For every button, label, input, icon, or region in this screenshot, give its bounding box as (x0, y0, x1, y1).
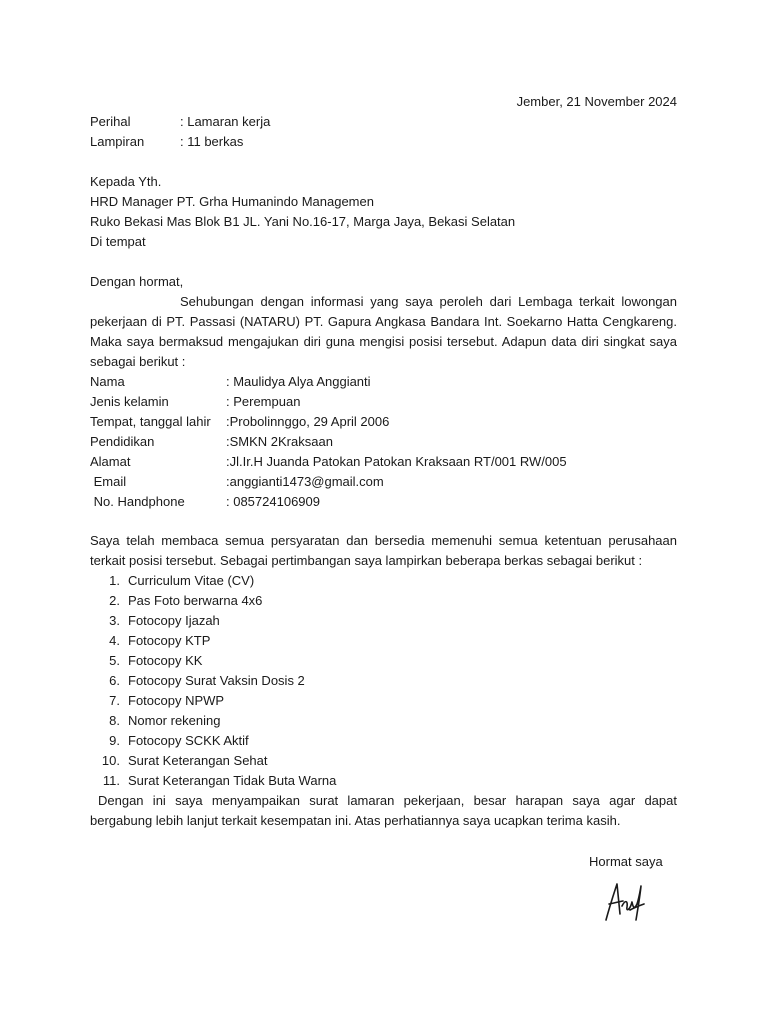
personal-value: :anggianti1473@gmail.com (226, 474, 384, 489)
personal-value: : 085724106909 (226, 494, 320, 509)
recipient-place: Di tempat (90, 234, 146, 249)
perihal-label: Perihal (90, 114, 131, 129)
list-text: Curriculum Vitae (CV) (128, 573, 255, 588)
list-item (90, 751, 677, 771)
handwritten-signature (600, 876, 648, 926)
recipient-name: HRD Manager PT. Grha Humanindo Managemen (90, 194, 374, 209)
letter-date: Jember, 21 November 2024 (516, 94, 677, 109)
list-text: Fotocopy SCKK Aktif (128, 733, 249, 748)
personal-value: : Maulidya Alya Anggianti (226, 374, 371, 389)
list-item (90, 671, 677, 691)
personal-label: Email (90, 474, 127, 489)
list-item (90, 711, 677, 731)
signature-label: Hormat saya (589, 854, 663, 869)
list-item (90, 691, 677, 711)
personal-value: :Jl.Ir.H Juanda Patokan Patokan Kraksaan RT/001 RW/005 (226, 454, 567, 469)
list-text: Fotocopy KK (128, 653, 203, 668)
list-item (90, 651, 677, 671)
list-text: Fotocopy Ijazah (128, 613, 220, 628)
list-text: Fotocopy NPWP (128, 693, 225, 708)
personal-value: :Probolinnggo, 29 April 2006 (226, 414, 390, 429)
list-item (90, 771, 677, 791)
list-text: Pas Foto berwarna 4x6 (128, 593, 263, 608)
recipient-salutation: Kepada Yth. (90, 174, 162, 189)
list-number: 1. (109, 573, 120, 588)
list-number: 2. (109, 593, 120, 608)
list-text: Fotocopy Surat Vaksin Dosis 2 (128, 673, 305, 688)
personal-value: : Perempuan (226, 394, 301, 409)
list-number: 4. (109, 633, 120, 648)
list-number: 3. (109, 613, 120, 628)
list-text: Nomor rekening (128, 713, 221, 728)
list-number: 10. (101, 753, 120, 768)
list-item (90, 611, 677, 631)
intro-paragraph: Sehubungan dengan informasi yang saya peroleh dari Lembaga terkait lowongan pekerjaan di PT. Passasi (NATARU) PT. Gapura Angkasa Bandara Int. Soekarno Hatta Cengkareng. Maka saya bermaksud mengajukan diri guna mengisi posisi tersebut. Adapun data diri singkat saya sebagai berikut : (90, 294, 677, 369)
statement-paragraph: Saya telah membaca semua persyaratan dan bersedia memenuhi semua ketentuan perusahaan terkait posisi tersebut. Sebagai pertimbangan saya lampirkan beberapa berkas sebagai berikut : (90, 533, 677, 568)
greeting: Dengan hormat, (90, 274, 184, 289)
personal-label: Pendidikan (90, 434, 155, 449)
attachment-list (90, 571, 677, 791)
list-number: 7. (109, 693, 120, 708)
list-number: 11. (102, 773, 120, 788)
list-text: Surat Keterangan Sehat (128, 753, 268, 768)
closing-paragraph: Dengan ini saya menyampaikan surat lamaran pekerjaan, besar harapan saya agar dapat bergabung lebih lanjut terkait kesempatan ini. Atas perhatiannya saya ucapkan terima kasih. (90, 793, 677, 828)
list-text: Surat Keterangan Tidak Buta Warna (128, 773, 337, 788)
personal-label: Nama (90, 374, 125, 389)
personal-value: :SMKN 2Kraksaan (226, 434, 333, 449)
recipient-address: Ruko Bekasi Mas Blok B1 JL. Yani No.16-17, Marga Jaya, Bekasi Selatan (90, 214, 516, 229)
personal-label: Alamat (90, 454, 131, 469)
list-item (90, 631, 677, 651)
list-number: 6. (109, 673, 120, 688)
perihal-value: : Lamaran kerja (180, 114, 271, 129)
lampiran-value: : 11 berkas (180, 134, 244, 149)
personal-label: Tempat, tanggal lahir (90, 414, 211, 429)
personal-label: Jenis kelamin (90, 394, 169, 409)
list-item (90, 591, 677, 611)
list-number: 5. (109, 653, 120, 668)
list-text: Fotocopy KTP (128, 633, 211, 648)
list-item (90, 731, 677, 751)
lampiran-label: Lampiran (90, 134, 145, 149)
list-item (90, 571, 677, 591)
personal-label: No. Handphone (90, 494, 185, 509)
list-number: 9. (109, 733, 120, 748)
list-number: 8. (109, 713, 120, 728)
